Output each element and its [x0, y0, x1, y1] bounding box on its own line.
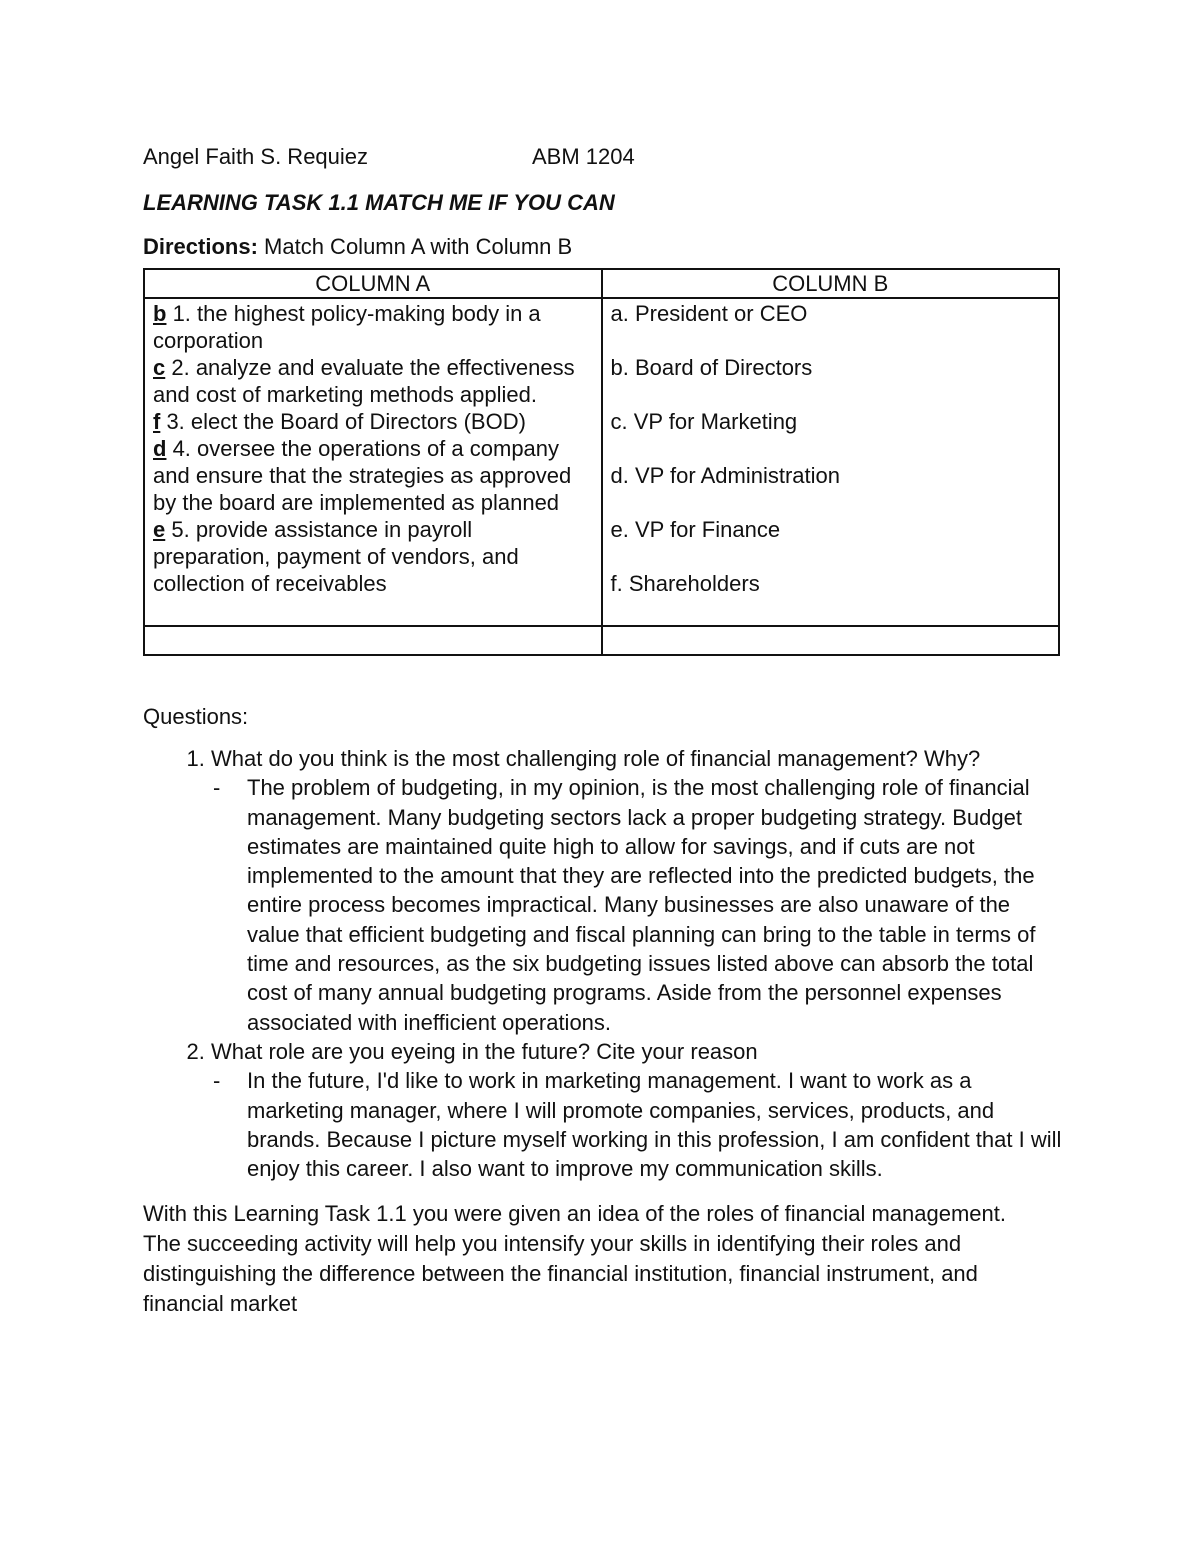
item-text: 5. provide assistance in payroll preparation, payment of vendors, and collection of receivables: [153, 517, 519, 596]
column-b-item: a. President or CEO: [610, 301, 808, 326]
directions-text: Match Column A with Column B: [257, 234, 573, 259]
question-text: What role are you eyeing in the future? Cite your reason: [211, 1038, 758, 1064]
column-a-item: [153, 516, 593, 597]
question-item: [211, 744, 1063, 1037]
answer-letter: d: [153, 436, 167, 461]
answer-letter: f: [153, 409, 161, 434]
item-text: 1. the highest policy-making body in a corporation: [153, 301, 541, 353]
table-row: [144, 298, 1059, 626]
answer-list: [211, 773, 1063, 1037]
header-line: [143, 142, 1063, 172]
column-b-cell: [602, 298, 1060, 626]
task-title: LEARNING TASK 1.1 MATCH ME IF YOU CAN: [143, 190, 615, 215]
item-text: 2. analyze and evaluate the effectiveness and cost of marketing methods applied.: [153, 355, 575, 407]
directions: [143, 232, 1063, 262]
answer-list: [211, 1066, 1063, 1183]
column-a-cell: [144, 298, 602, 626]
column-a-item: [153, 300, 593, 354]
answer-item: [213, 1066, 1063, 1183]
question-text: What do you think is the most challenging role of financial management? Why?: [211, 746, 981, 771]
empty-cell: [144, 626, 602, 655]
column-b-header: COLUMN B: [602, 269, 1060, 298]
answer-text: In the future, I'd like to work in marketing management. I want to work as a marketing manager, where I will promote companies, services, products, and brands. Because I picture myself working in this profession, I am confident that I will enjoy this career. I also want to improve my communication skills.: [247, 1068, 1062, 1182]
item-text: 4. oversee the operations of a company and ensure that the strategies as approved by the board are implemented as planned: [153, 436, 572, 515]
dash-bullet: -: [213, 1068, 221, 1094]
answer-text: The problem of budgeting, in my opinion, is the most challenging role of financial management. Many budgeting sectors lack a proper budgeting strategy. Budget estimates are maintained quite high to allow for savings, and if cuts are not implemented to the amount that they are reflected into the predicted budgets, the entire process becomes impractical. Many businesses are also unaware of the value that efficient budgeting and fiscal planning can bring to the table in terms of time and resources, as the six budgeting issues listed above can absorb the total cost of many annual budgeting programs. Aside from the personnel expenses associated with inefficient operations.: [247, 775, 1036, 1035]
column-b-item: e. VP for Finance: [610, 517, 781, 542]
empty-cell: [602, 626, 1060, 655]
column-a-header: COLUMN A: [144, 269, 602, 298]
directions-label: Directions:: [143, 234, 258, 259]
answer-letter: b: [153, 301, 167, 326]
section-label: ABM 1204: [532, 144, 635, 169]
student-name: Angel Faith S. Requiez: [143, 144, 369, 169]
column-a-item: [153, 435, 593, 516]
answer-letter: c: [153, 355, 166, 380]
closing-paragraph: With this Learning Task 1.1 you were given an idea of the roles of financial management. The succeeding activity will help you intensify your skills in identifying their roles and distinguishing the difference between the financial institution, financial instrument, and financial market: [143, 1201, 1006, 1317]
column-b-item: f. Shareholders: [610, 571, 760, 596]
table-empty-row: [144, 626, 1059, 655]
questions-list: [143, 744, 1063, 1183]
column-b-item: b. Board of Directors: [610, 355, 813, 380]
matching-table: [143, 268, 1060, 656]
answer-letter: e: [153, 517, 166, 542]
column-b-item: d. VP for Administration: [610, 463, 840, 488]
questions-heading: Questions:: [143, 704, 249, 729]
column-a-item: [153, 408, 593, 435]
question-item: [211, 1037, 1063, 1183]
dash-bullet: -: [213, 775, 221, 801]
answer-item: [213, 773, 1063, 1037]
table-header-row: [144, 269, 1059, 298]
document-page: [143, 142, 1063, 1319]
item-text: 3. elect the Board of Directors (BOD): [160, 409, 526, 434]
column-b-item: c. VP for Marketing: [610, 409, 798, 434]
column-a-item: [153, 354, 593, 408]
